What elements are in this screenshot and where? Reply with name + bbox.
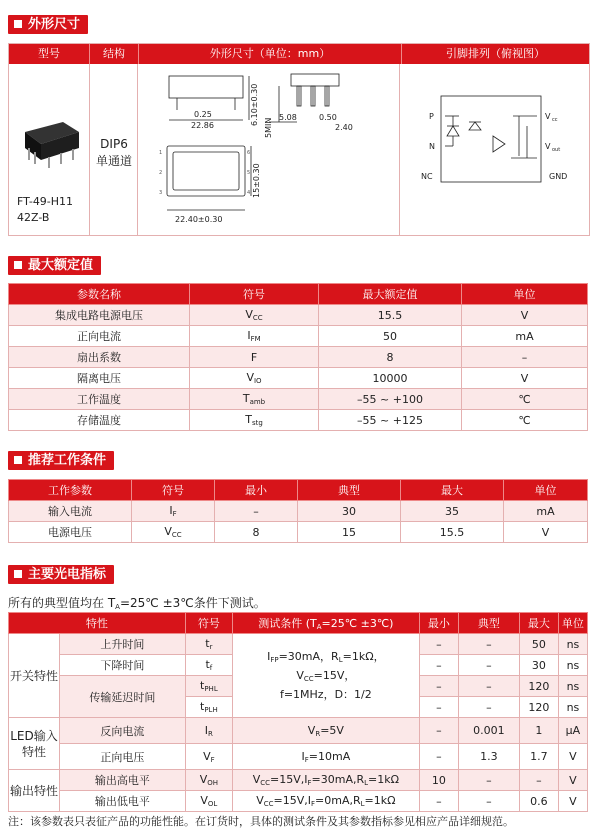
- svg-text:out: out: [552, 147, 561, 153]
- col-dimensions: 外形尺寸（单位：mm）: [139, 44, 402, 64]
- table-row: 正向电压 $V_F$ $I_F=10mA$ – 1.3 1.7 V: [9, 744, 588, 770]
- product-photo: [15, 102, 85, 182]
- dim-050: 0.50: [319, 113, 337, 122]
- table-row: 传输延迟时间 $t_{PHL}$ – – 120 ns: [9, 676, 588, 697]
- svg-text:6: 6: [247, 150, 251, 156]
- pin-vcc: V: [545, 112, 551, 121]
- table-row: 存储温度 $T_{stg}$ –55 ~ +125 ℃: [9, 410, 588, 431]
- test-condition-note: 所有的典型值均在 $T_A=25℃$ ±3℃条件下测试。: [8, 596, 266, 611]
- pin-gnd: GND: [549, 172, 568, 181]
- col-pinout: 引脚排列（俯视图）: [446, 47, 545, 60]
- table-row: 开关特性 上升时间 $t_r$ $I_{FP}=30mA$，$R_L=1k\Omega$， $V_{CC}=15V$， f=1MHz，D：1/2 – – 50 ns: [9, 634, 588, 655]
- model-name: FT-49-H11 42Z-B: [17, 195, 74, 224]
- group-output: 输出特性: [9, 770, 60, 812]
- table-row: 输出特性 输出高电平 $V_{OH}$ $V_{CC}=15V,I_F=30mA,R_L=1k\Omega$ 10 – – V: [9, 770, 588, 791]
- col-structure: 结构: [90, 44, 139, 64]
- table-row: 隔离电压 $V_{IO}$ 10000 V: [9, 368, 588, 389]
- structure-value: DIP6 单通道: [95, 137, 132, 168]
- dim-5min: 5MIN: [264, 117, 273, 138]
- table-row: 集成电路电源电压 $V_{CC}$ 15.5 V: [9, 305, 588, 326]
- section-title-max-ratings: 最大额定值: [8, 256, 101, 275]
- dim-2240: 22.40±0.30: [175, 215, 223, 224]
- table-row: 下降时间 $t_f$ – – 30 ns: [9, 655, 588, 676]
- table-row: 扇出系数 F 8 –: [9, 347, 588, 368]
- pin-nc: NC: [421, 172, 433, 181]
- svg-text:4: 4: [247, 190, 251, 196]
- pin-n: N: [429, 142, 435, 151]
- table-row: 正向电流 $I_{FM}$ 50 mA: [9, 326, 588, 347]
- pin-vout: V: [545, 142, 551, 151]
- svg-text:3: 3: [159, 190, 163, 196]
- svg-text:cc: cc: [552, 117, 558, 123]
- dim-15: 15±0.30: [252, 163, 261, 198]
- dim-240: 2.40: [335, 123, 353, 132]
- table-row: 输入电流 $I_F$ – 30 35 mA: [9, 501, 588, 522]
- section-title-recommended: 推荐工作条件: [8, 451, 114, 470]
- dim-508: 5.08: [279, 113, 297, 122]
- svg-text:5: 5: [247, 170, 251, 176]
- dimension-drawing: [139, 66, 397, 234]
- svg-text:2: 2: [159, 170, 163, 176]
- recommended-conditions-table: 工作参数 符号 最小 典型 最大 单位 输入电流 $I_F$ – 30 35 mA 电源电压 $V_{CC}$ 8 15 15.5 V: [8, 479, 588, 543]
- table-row: LED输入特性 反向电流 $I_R$ $V_R=5V$ – 0.001 1 μA: [9, 718, 588, 744]
- col-model: 型号: [9, 44, 90, 64]
- max-ratings-table: 参数名称 符号 最大额定值 单位 集成电路电源电压 $V_{CC}$ 15.5 V 正向电流 $I_{FM}$ 50 mA 扇出系数 F 8 – 隔离电压 $V_{IO}$ 10000 V 工作温度 $T_{amb}$ –55 ~ +100 ℃ 存储温度 $T_{stg}$ –55 ~ +125 ℃: [8, 283, 588, 431]
- group-switching: 开关特性: [9, 634, 60, 718]
- svg-text:1: 1: [159, 150, 163, 156]
- dim-2286: 22.86: [191, 121, 214, 130]
- section-title-optoelectronic: 主要光电指标: [8, 565, 114, 584]
- table-row: 电源电压 $V_{CC}$ 8 15 15.5 V: [9, 522, 588, 543]
- table-row: $t_{PLH}$ – – 120 ns: [9, 697, 588, 718]
- footnote: 注：该参数表只表征产品的功能性能。在订货时，具体的测试条件及其参数指标参见相应产品详细规范。: [8, 815, 514, 828]
- dim-025: 0.25: [194, 110, 212, 119]
- dim-610: 6.10±0.30: [250, 83, 259, 126]
- section-title-dimensions: 外形尺寸: [8, 15, 88, 34]
- pinout-diagram: [401, 66, 587, 234]
- group-led-input: LED输入特性: [9, 718, 60, 770]
- pin-p: P: [429, 112, 434, 121]
- table-row: 输出低电平 $V_{OL}$ $V_{CC}=15V,I_F=0mA,R_L=1k\Omega$ – – 0.6 V: [9, 791, 588, 812]
- dimension-table: [8, 43, 590, 236]
- optoelectronic-table: 特性 符号 测试条件 ($T_A=25℃$ ±3℃) 最小 典型 最大 单位 开关特性 上升时间 $t_r$ $I_{FP}=30mA$，$R_L=1k\Omega$， $V_{CC}=15V$， f=1MHz，D：1/2 – – 50 ns 下降时间 $t_f$ – – 30 ns 传输延迟时间 $t_{PHL}$ – – 120 ns $t_{PLH}$ – – 120 ns LED输入特性 反向电流 $I_R$ $V_R=5V$ – 0.001 1 μA 正向电压 $V_F$ $I_F=10mA$ – 1.3 1.7 V 输出特性 输出高电平 $V_{OH}$ $V_{CC}=15V,I_F=30mA,R_L=1k\Omega$ 10 – – V 输出低电平 $V_{OL}$ $V_{CC}=15V,I_F=0mA,R_L=1k\Omega$ – – 0.6 V: [8, 612, 588, 812]
- table-row: 工作温度 $T_{amb}$ –55 ~ +100 ℃: [9, 389, 588, 410]
